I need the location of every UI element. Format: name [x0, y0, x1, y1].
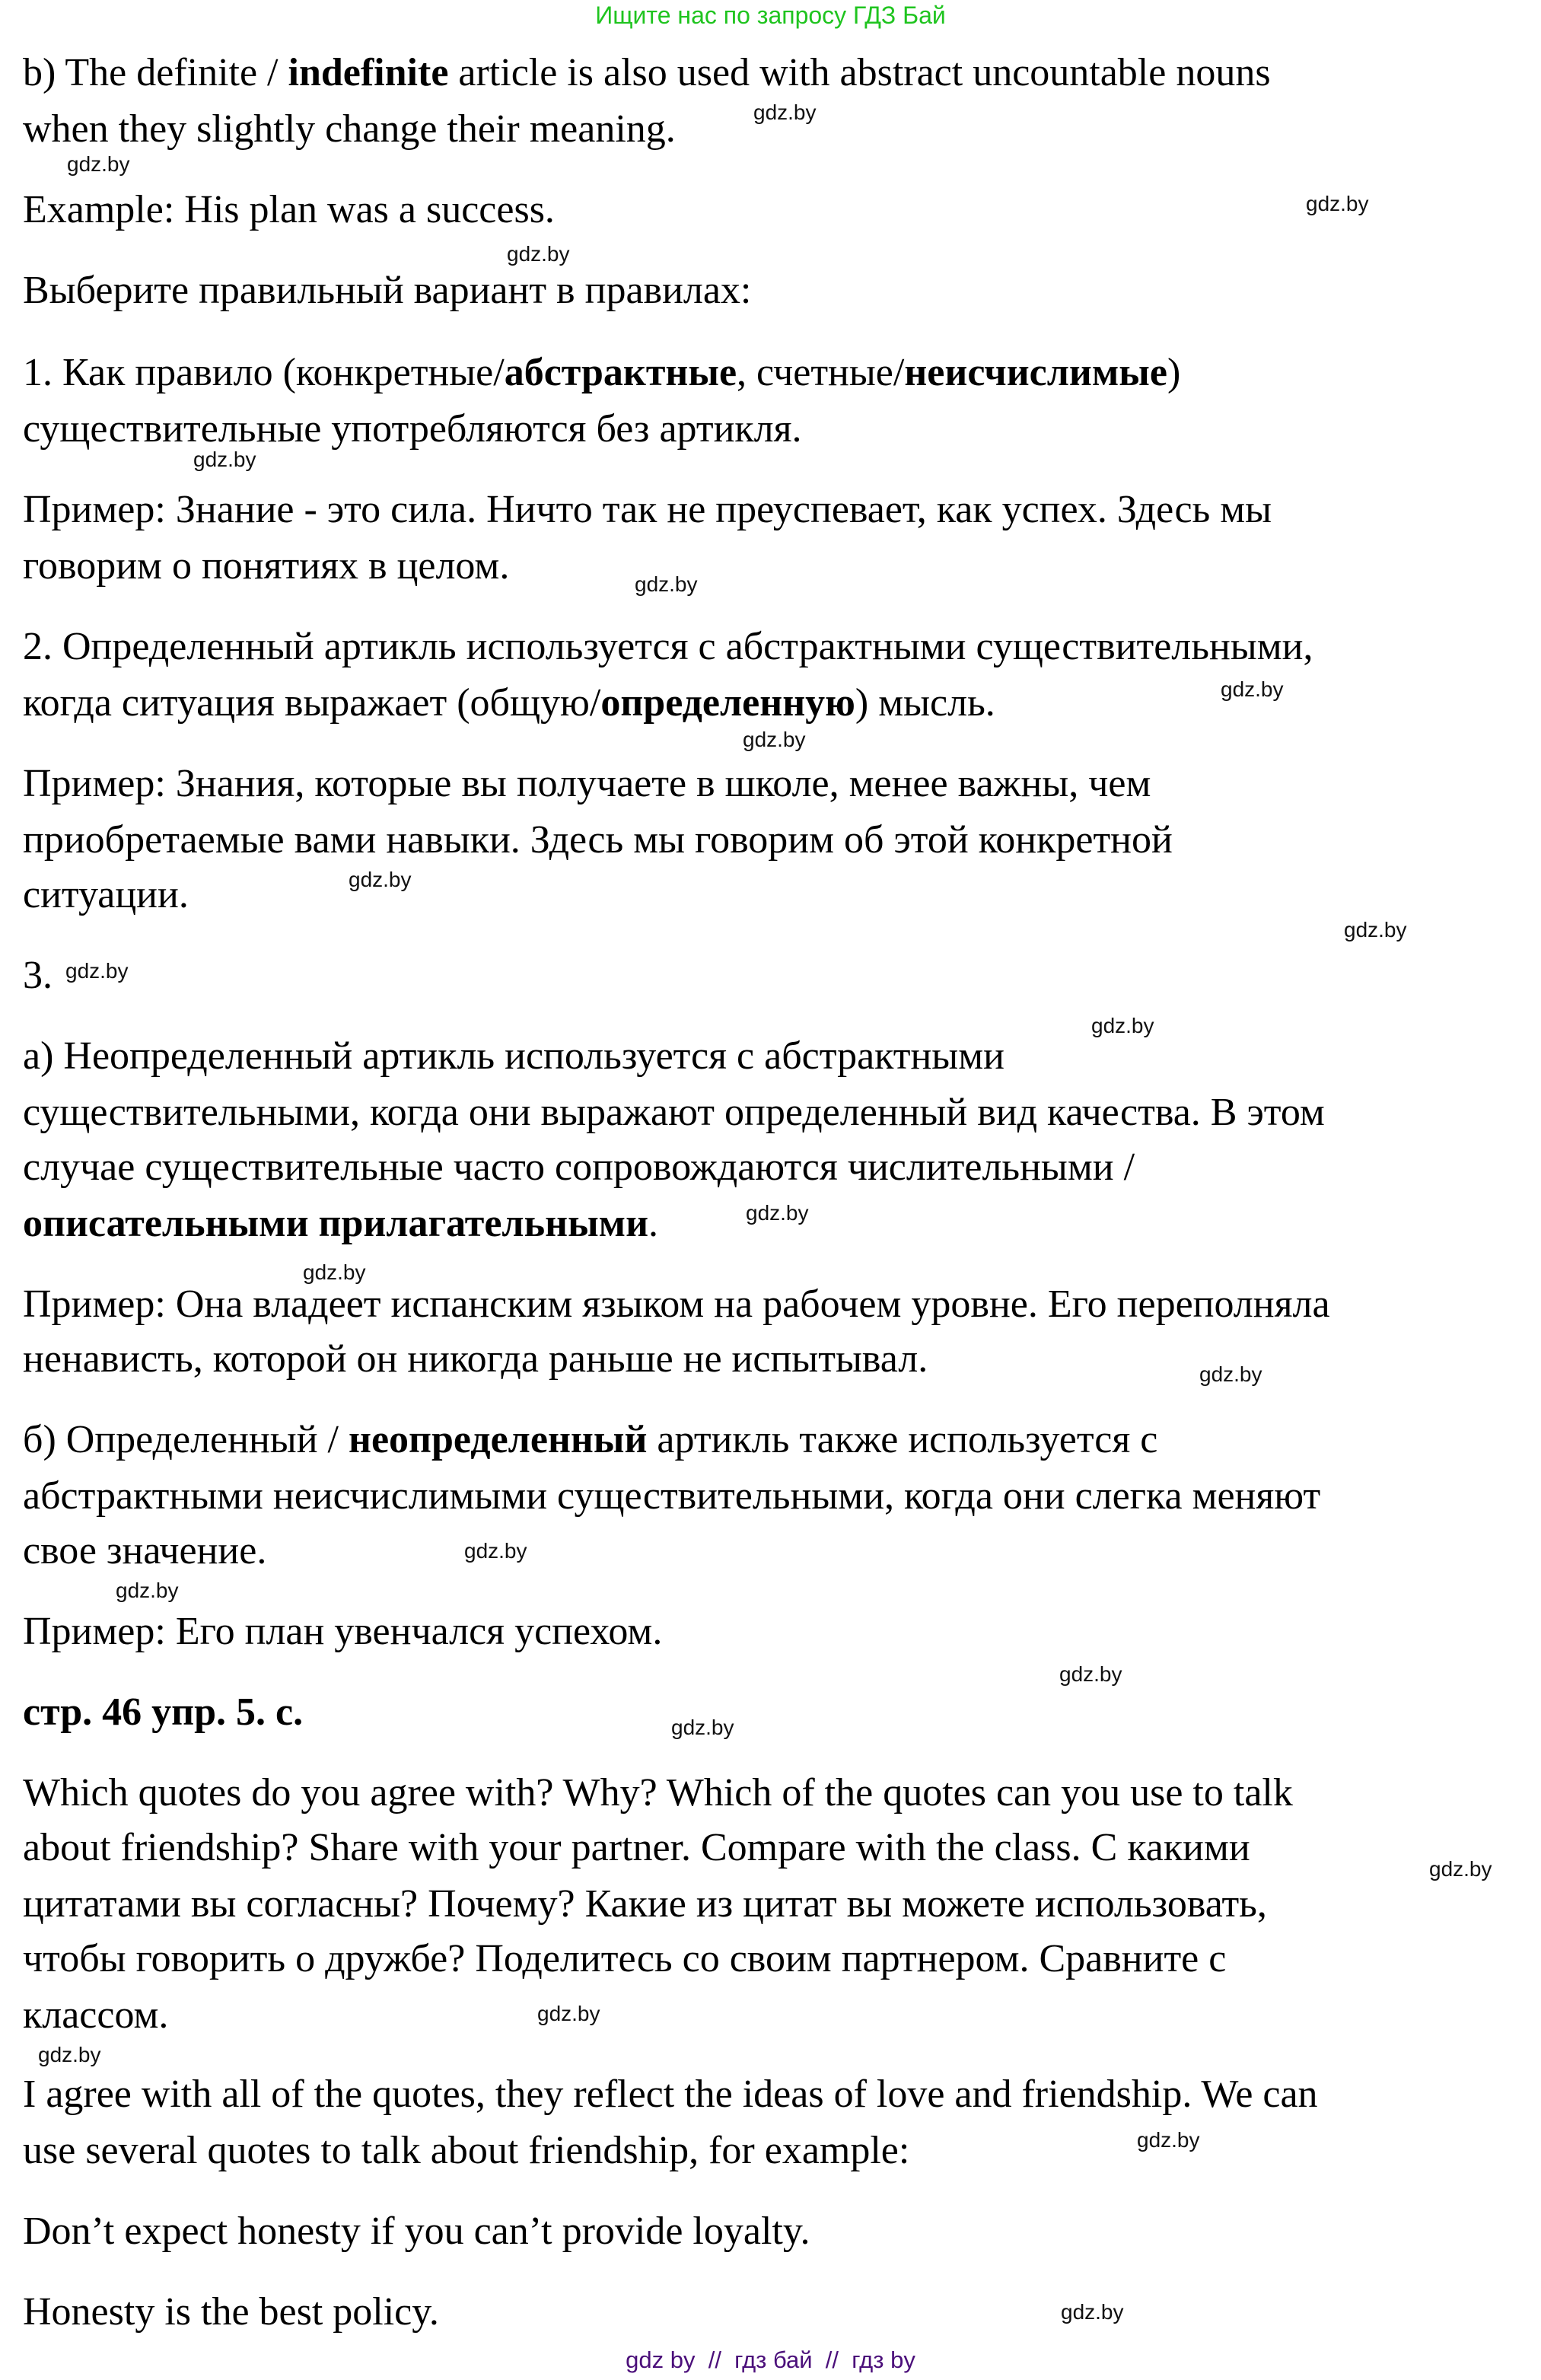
- rule-3a-line-4: [23, 1201, 658, 1247]
- rule-2-example-3: ситуации.: [23, 873, 189, 916]
- text: article is also used with abstract uncountable nouns: [448, 51, 1271, 94]
- rule-b-line-2: when they slightly change their meaning.: [23, 107, 676, 151]
- answer-line-2: use several quotes to talk about friendship, for example:: [23, 2129, 910, 2172]
- text: b) The definite /: [23, 51, 288, 94]
- watermark: gdz.by: [507, 242, 570, 266]
- rule-2-line-1: 2. Определенный артикль используется с абстрактными существительными,: [23, 625, 1313, 668]
- instruction-line: Выберите правильный вариант в правилах:: [23, 269, 752, 312]
- watermark: gdz.by: [303, 1260, 366, 1284]
- text: когда ситуация выражает (общую/: [23, 681, 601, 725]
- watermark: gdz.by: [65, 959, 129, 983]
- answer-line-1: I agree with all of the quotes, they reflect the ideas of love and friendship. We can: [23, 2073, 1318, 2116]
- watermark: gdz.by: [1306, 192, 1369, 215]
- text: .: [648, 1202, 659, 1245]
- watermark: gdz.by: [635, 572, 698, 596]
- watermark: gdz.by: [464, 1539, 527, 1563]
- rule-3a-line-1: а) Неопределенный артикль используется с абстрактными: [23, 1034, 1005, 1078]
- watermark: gdz.by: [1344, 918, 1407, 941]
- watermark: gdz.by: [1221, 677, 1284, 701]
- task-line-1: Which quotes do you agree with? Why? Which of the quotes can you use to talk: [23, 1771, 1293, 1814]
- bold-term: indefinite: [288, 51, 449, 94]
- bold-term: неопределенный: [348, 1418, 648, 1461]
- watermark: gdz.by: [743, 728, 806, 751]
- watermark: gdz.by: [1199, 1362, 1262, 1386]
- watermark: gdz.by: [746, 1201, 809, 1225]
- text: ) мысль.: [855, 681, 995, 725]
- rule-1-example-1: Пример: Знание - это сила. Ничто так не преуспевает, как успех. Здесь мы: [23, 488, 1272, 531]
- text: ): [1167, 351, 1181, 394]
- task-line-2: about friendship? Share with your partner. Compare with the class. С какими: [23, 1826, 1250, 1869]
- rule-3b-line-3: свое значение.: [23, 1529, 267, 1572]
- quote-2: Honesty is the best policy.: [23, 2290, 439, 2334]
- quote-1: Don’t expect honesty if you can’t provide loyalty.: [23, 2210, 810, 2253]
- watermark: gdz.by: [1429, 1857, 1492, 1881]
- watermark: gdz.by: [67, 152, 130, 176]
- bold-term: определенную: [600, 681, 855, 725]
- watermark: gdz.by: [537, 2002, 600, 2025]
- watermark: gdz.by: [753, 100, 817, 124]
- rule-3a-line-3: случае существительные часто сопровождаются числительными /: [23, 1145, 1135, 1189]
- bold-term: неисчислимые: [904, 351, 1167, 394]
- task-line-4: чтобы говорить о дружбе? Поделитесь со своим партнером. Сравните с: [23, 1937, 1227, 1980]
- watermark: gdz.by: [1091, 1014, 1154, 1037]
- bold-term: абстрактные: [504, 351, 737, 394]
- example-line: Example: His plan was a success.: [23, 188, 555, 231]
- rule-1-line-1: [23, 350, 1180, 396]
- text: б) Определенный /: [23, 1418, 349, 1461]
- search-banner[interactable]: Ищите нас по запросу ГДЗ Бай: [595, 2, 946, 29]
- rule-3a-example-1: Пример: Она владеет испанским языком на рабочем уровне. Его переполняла: [23, 1282, 1330, 1326]
- watermark: gdz.by: [116, 1579, 179, 1602]
- rule-b-line-1: [23, 50, 1271, 96]
- watermark: gdz.by: [193, 448, 256, 471]
- rule-2-example-2: приобретаемые вами навыки. Здесь мы говорим об этой конкретной: [23, 818, 1173, 862]
- watermark: gdz.by: [1137, 2128, 1200, 2152]
- watermark: gdz.by: [38, 2043, 101, 2066]
- rule-1-example-2: говорим о понятиях в целом.: [23, 544, 510, 588]
- rule-3b-line-2: абстрактными неисчислимыми существительными, когда они слегка меняют: [23, 1474, 1321, 1518]
- text: , счетные/: [737, 351, 905, 394]
- rule-3a-line-2: существительными, когда они выражают определенный вид качества. В этом: [23, 1091, 1325, 1134]
- rule-2-example-1: Пример: Знания, которые вы получаете в школе, менее важны, чем: [23, 762, 1151, 805]
- text: артикль также используется с: [647, 1418, 1158, 1461]
- text: 1. Как правило (конкретные/: [23, 351, 505, 394]
- rule-3-number: 3.: [23, 954, 53, 997]
- watermark: gdz.by: [1059, 1662, 1122, 1686]
- rule-3a-example-2: ненависть, которой он никогда раньше не испытывал.: [23, 1337, 928, 1381]
- watermark: gdz.by: [1061, 2300, 1124, 2324]
- bold-term: описательными прилагательными: [23, 1202, 649, 1245]
- rule-1-line-2: существительные употребляются без артикля.: [23, 407, 802, 451]
- rule-3b-example: Пример: Его план увенчался успехом.: [23, 1610, 663, 1653]
- watermark: gdz.by: [349, 868, 412, 891]
- task-line-3: цитатами вы согласны? Почему? Какие из цитат вы можете использовать,: [23, 1882, 1267, 1926]
- rule-3b-line-1: [23, 1417, 1157, 1463]
- task-line-5: классом.: [23, 1993, 169, 2037]
- rule-2-line-2: [23, 680, 995, 726]
- watermark: gdz.by: [671, 1716, 734, 1739]
- exercise-heading: стр. 46 упр. 5. с.: [23, 1690, 304, 1734]
- footer-links[interactable]: gdz by // гдз бай // гдз by: [626, 2347, 915, 2373]
